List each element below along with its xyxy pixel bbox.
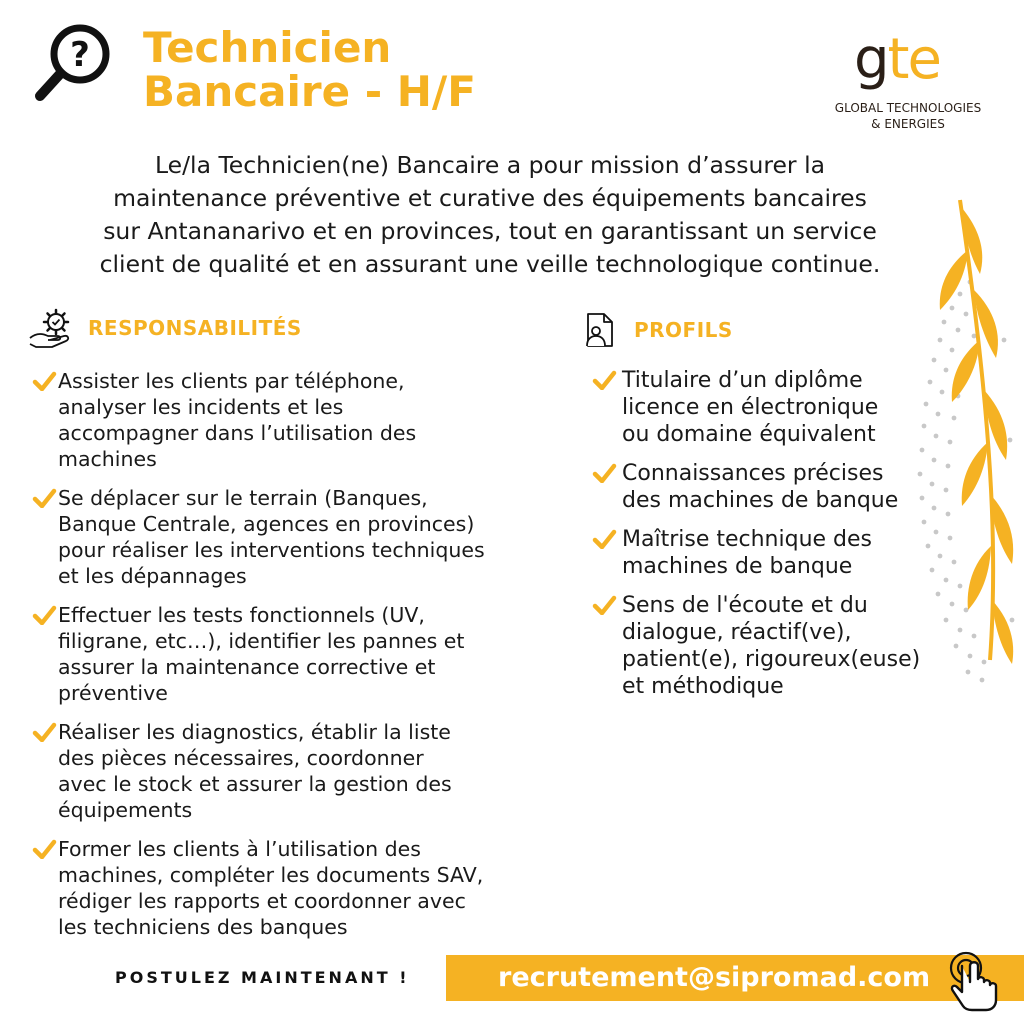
list-item-line: Titulaire d’un diplôme [622, 368, 863, 393]
profils-list [592, 367, 972, 712]
list-item-text [58, 485, 485, 589]
list-item-line: avec le stock et assurer la gestion des [58, 772, 452, 796]
list-item-line: machines de banque [622, 554, 853, 579]
list-item-text [622, 460, 898, 514]
svg-text:?: ? [70, 35, 90, 75]
list-item-text [622, 526, 872, 580]
intro-line: maintenance préventive et curative des équipements bancaires [113, 184, 867, 212]
apply-now-label: POSTULEZ MAINTENANT ! [115, 968, 410, 987]
list-item-line: Former les clients à l’utilisation des [58, 837, 421, 861]
list-item-line: des pièces nécessaires, coordonner [58, 746, 424, 770]
title-line-2: Bancaire - H/F [143, 67, 476, 116]
list-item [592, 526, 972, 580]
document-user-icon [582, 312, 616, 348]
intro-line: Le/la Technicien(ne) Bancaire a pour mission d’assurer la [154, 151, 825, 179]
section-responsabilites-title: RESPONSABILITÉS [88, 316, 302, 340]
section-profils-title: PROFILS [634, 318, 733, 342]
list-item-text [622, 592, 920, 700]
logo-name-line-1: GLOBAL TECHNOLOGIES [834, 101, 982, 115]
list-item-line: Assister les clients par téléphone, [58, 369, 405, 393]
list-item-line: Réaliser les diagnostics, établir la liste [58, 720, 451, 744]
page-title [143, 23, 476, 116]
logo-mark [854, 27, 940, 92]
list-item-text [58, 836, 483, 940]
check-icon [32, 371, 58, 391]
check-icon [592, 463, 618, 483]
intro-line: client de qualité et en assurant une veille technologique continue. [99, 250, 881, 278]
list-item-line: machines [58, 447, 157, 471]
list-item [32, 368, 562, 472]
search-icon [32, 20, 122, 104]
list-item-line: Banque Centrale, agences en provinces) [58, 512, 475, 536]
list-item [592, 367, 972, 448]
list-item-line: et méthodique [622, 674, 784, 699]
list-item-line: les techniciens des banques [58, 915, 348, 939]
list-item-line: préventive [58, 681, 168, 705]
hand-pointer-icon [944, 948, 1006, 1014]
list-item-line: licence en électronique [622, 395, 879, 420]
list-item [32, 485, 562, 589]
responsabilites-list [32, 368, 562, 953]
list-item-text [622, 367, 878, 448]
list-item-line: assurer la maintenance corrective et [58, 655, 436, 679]
list-item-line: accompagner dans l’utilisation des [58, 421, 417, 445]
list-item-line: pour réaliser les interventions techniques [58, 538, 485, 562]
list-item-line: et les dépannages [58, 564, 247, 588]
logo-mark-g: g [854, 27, 888, 92]
check-icon [592, 370, 618, 390]
intro-line: sur Antananarivo et en provinces, tout en garantissant un service [103, 217, 877, 245]
check-icon [32, 722, 58, 742]
check-icon [32, 605, 58, 625]
email-banner[interactable] [446, 955, 1024, 1001]
list-item-line: des machines de banque [622, 488, 899, 513]
list-item-line: rédiger les rapports et coordonner avec [58, 889, 466, 913]
intro-paragraph [30, 149, 950, 281]
list-item-line: filigrane, etc…), identifier les pannes et [58, 629, 465, 653]
list-item-line: patient(e), rigoureux(euse) [622, 647, 921, 672]
list-item-line: machines, compléter les documents SAV, [58, 863, 484, 887]
logo-mark-te: te [887, 27, 940, 92]
logo-company-name [810, 100, 1006, 132]
check-icon [592, 595, 618, 615]
gear-hand-icon [28, 308, 74, 348]
list-item-line: Maîtrise technique des [622, 527, 873, 552]
list-item-line: équipements [58, 798, 193, 822]
list-item-line: analyser les incidents et les [58, 395, 344, 419]
check-icon [592, 529, 618, 549]
list-item-text [58, 602, 464, 706]
recruitment-email-link[interactable]: recrutement@sipromad.com [498, 962, 931, 993]
list-item-line: ou domaine équivalent [622, 422, 876, 447]
list-item-text [58, 719, 452, 823]
list-item [592, 592, 972, 700]
list-item [32, 602, 562, 706]
list-item-line: Effectuer les tests fonctionnels (UV, [58, 603, 425, 627]
list-item-line: Sens de l'écoute et du [622, 593, 868, 618]
list-item [32, 836, 562, 940]
list-item-line: dialogue, réactif(ve), [622, 620, 852, 645]
title-line-1: Technicien [143, 23, 392, 72]
section-profils-header [582, 312, 733, 348]
list-item-line: Connaissances précises [622, 461, 884, 486]
section-responsabilites-header [28, 308, 302, 348]
list-item-line: Se déplacer sur le terrain (Banques, [58, 486, 428, 510]
list-item [32, 719, 562, 823]
check-icon [32, 839, 58, 859]
logo-name-line-2: & ENERGIES [871, 117, 945, 131]
list-item-text [58, 368, 416, 472]
list-item [592, 460, 972, 514]
check-icon [32, 488, 58, 508]
gte-logo [810, 27, 1006, 140]
